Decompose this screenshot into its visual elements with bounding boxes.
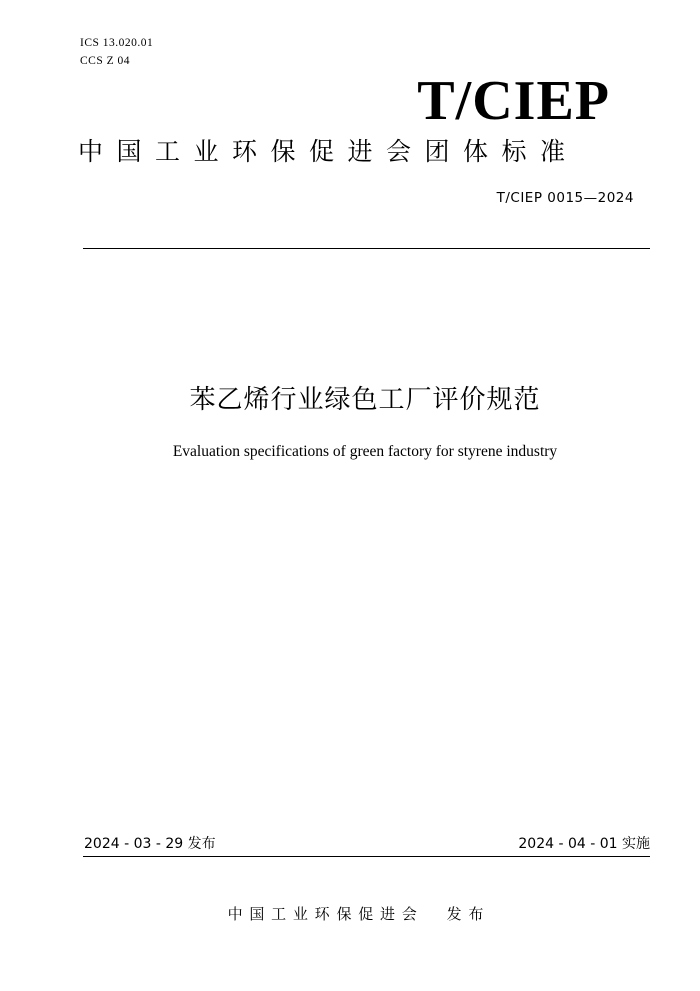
issue-date: 2024 - 03 - 29 发布 bbox=[84, 836, 216, 852]
header-divider bbox=[83, 248, 650, 249]
ics-code: ICS 13.020.01 bbox=[80, 37, 154, 49]
document-title-english: Evaluation specifications of green factory for styrene industry bbox=[172, 443, 558, 460]
ccs-code: CCS Z 04 bbox=[80, 55, 131, 67]
effective-date: 2024 - 04 - 01 实施 bbox=[518, 836, 650, 852]
standard-logo: T/CIEP bbox=[417, 70, 610, 132]
footer-divider bbox=[83, 856, 650, 857]
classification-block bbox=[80, 34, 153, 70]
standard-number: T/CIEP 0015—2024 bbox=[496, 190, 634, 206]
publisher-line: 中 国 工 业 环 保 促 进 会 发 布 bbox=[227, 905, 485, 923]
document-title-chinese: 苯乙烯行业绿色工厂评价规范 bbox=[189, 385, 541, 415]
organization-standard-title: 中国工业环保促进会团体标准 bbox=[78, 137, 579, 166]
